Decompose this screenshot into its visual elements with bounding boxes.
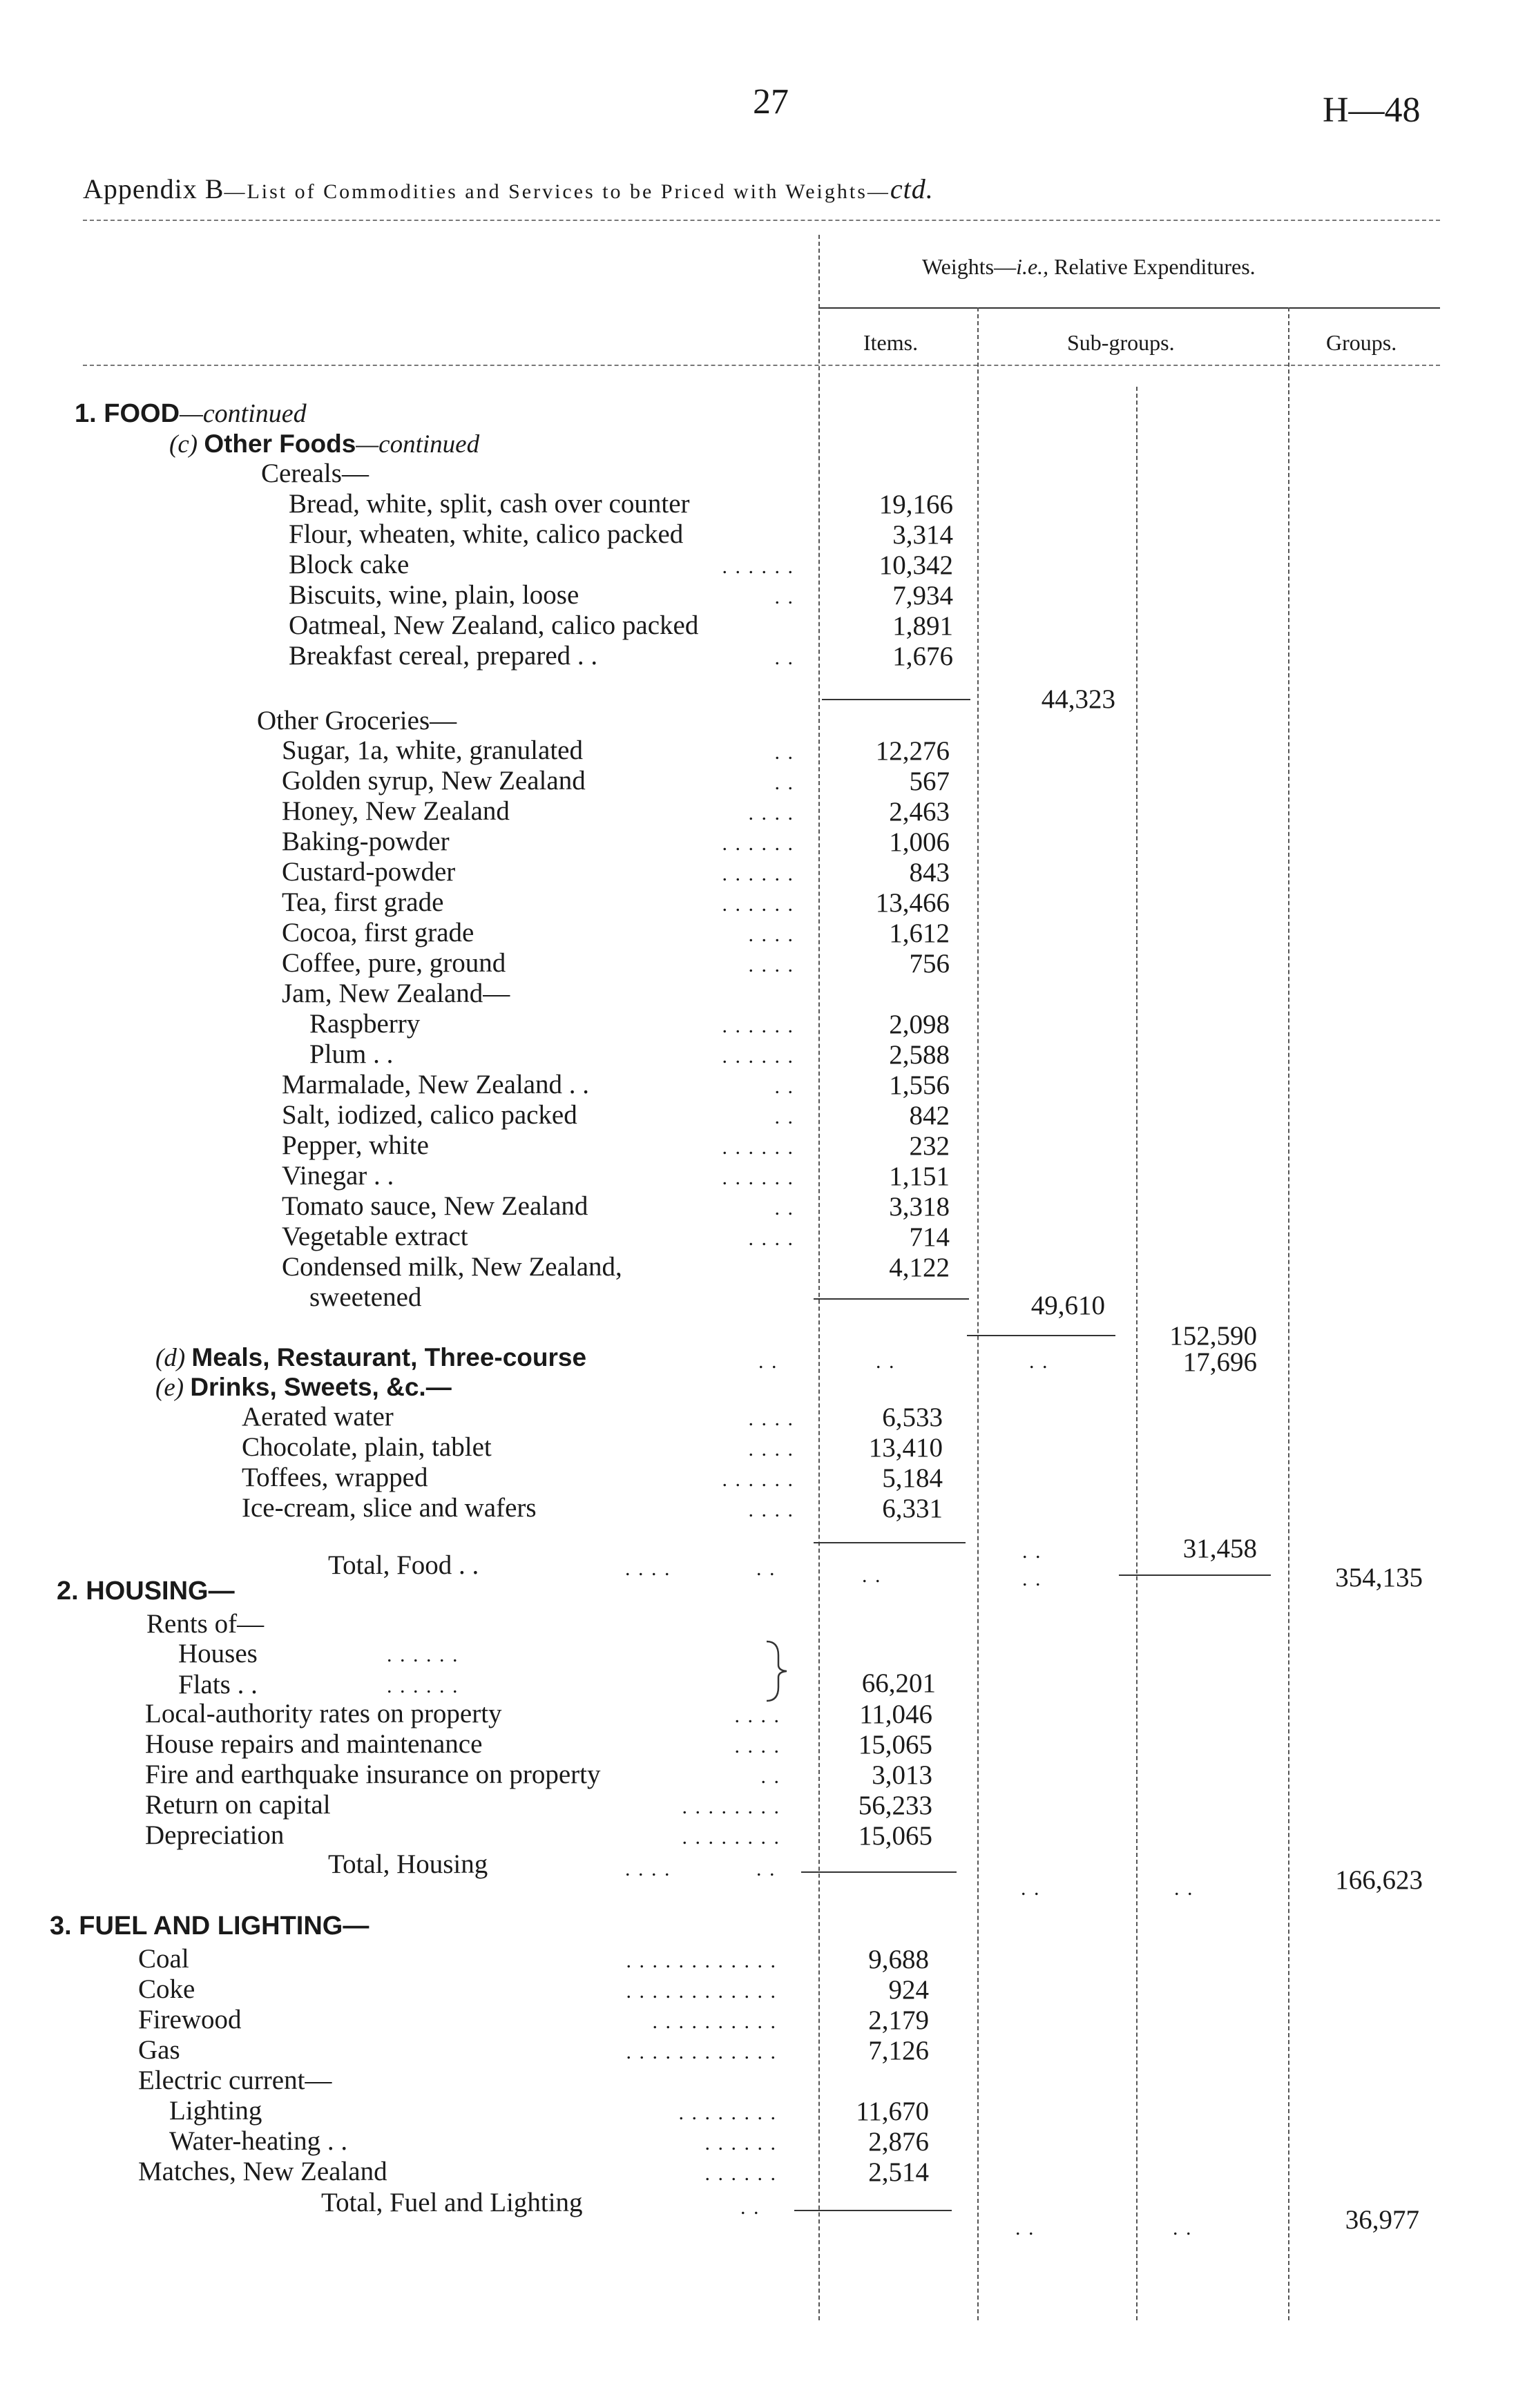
appendix-title-a: Appendix B [83, 173, 224, 204]
groceries-subgroup-value: 49,610 [1030, 1291, 1105, 1320]
other-foods-prefix: (c) [169, 430, 204, 459]
housing-total-rule [801, 1871, 957, 1873]
fuel-total-rule [794, 2210, 952, 2211]
leader-dots: . . . . . . . . . . . . [626, 2041, 777, 2063]
item-value: 11,670 [856, 2097, 929, 2126]
other-foods-group-value: 152,590 [1169, 1321, 1257, 1351]
leader-dots: . . . . [734, 1735, 780, 1757]
item-label: sweetened [309, 1282, 422, 1312]
item-label: House repairs and maintenance [145, 1729, 483, 1759]
item-label: Oatmeal, New Zealand, calico packed [289, 610, 699, 640]
item-value: 2,463 [889, 797, 950, 827]
leader-dots: . . . . . . [722, 1468, 794, 1491]
item-value: 1,891 [892, 611, 953, 641]
item-value: 12,276 [875, 736, 950, 766]
document-reference: H—48 [1323, 90, 1421, 130]
leader-dots: . . . . . . [722, 1166, 794, 1189]
total-food-items-placeholder: . . [862, 1564, 882, 1587]
item-label: Pepper, white [282, 1130, 429, 1160]
cereals-total-rule [822, 699, 970, 700]
item-value: 11,046 [859, 1699, 932, 1729]
item-label: Aerated water [242, 1402, 394, 1432]
rents-of-heading: Rents of— [146, 1609, 265, 1639]
total-fuel-group-placeholder: . . [1173, 2217, 1193, 2240]
drinks-heading [155, 1373, 452, 1403]
item-value: 3,318 [889, 1192, 950, 1222]
cereals-subgroup-value: 44,323 [1041, 684, 1115, 714]
item-label: Vegetable extract [282, 1222, 468, 1251]
item-value: 15,065 [858, 1821, 932, 1851]
houses-label: Houses [178, 1639, 258, 1668]
item-label: Ice-cream, slice and wafers [242, 1493, 537, 1523]
header-rule [83, 365, 1440, 366]
other-foods-total-rule [967, 1335, 1115, 1336]
leader-dots: . . [760, 1765, 780, 1788]
item-value: 567 [909, 767, 950, 796]
item-label: Bread, white, split, cash over counter [289, 489, 690, 519]
total-food-dots-b: . . [756, 1557, 776, 1580]
leader-dots: . . . . [748, 802, 794, 825]
item-value: 756 [909, 949, 950, 979]
subgroups-column-header: Sub-groups. [1067, 330, 1175, 355]
leader-dots: . . . . . . [704, 2162, 777, 2185]
leader-dots: . . . . . . [722, 893, 794, 916]
item-value: 10,342 [879, 550, 953, 580]
item-label: Toffees, wrapped [242, 1463, 428, 1492]
item-label: Vinegar . . [282, 1161, 394, 1191]
item-label: Cocoa, first grade [282, 918, 474, 947]
item-value: 13,410 [868, 1433, 943, 1463]
item-label: Salt, iodized, calico packed [282, 1100, 577, 1130]
leader-dots: . . . . . . . . [678, 2101, 777, 2124]
item-value: 4,122 [889, 1253, 950, 1282]
item-label: Flour, wheaten, white, calico packed [289, 519, 684, 549]
leader-dots: . . . . [748, 1438, 794, 1461]
item-label: Block cake [289, 550, 410, 579]
drinks-label: Drinks, Sweets, &c.— [190, 1373, 452, 1401]
total-food-dots: . . . . [625, 1557, 671, 1580]
item-label: Local-authority rates on property [145, 1699, 502, 1728]
item-value: 2,514 [868, 2157, 929, 2187]
item-value: 2,876 [868, 2127, 929, 2157]
item-value: 1,151 [889, 1162, 950, 1191]
leader-dots: . . . . [748, 923, 794, 946]
total-housing-dots: . . . . [625, 1858, 671, 1880]
meals-heading [155, 1343, 586, 1373]
meals-value: 17,696 [1182, 1347, 1257, 1377]
leader-dots: . . . . [734, 1704, 780, 1727]
leader-dots: . . . . [748, 954, 794, 976]
item-label: Depreciation [145, 1820, 285, 1850]
total-housing-group-placeholder: . . [1174, 1877, 1194, 1900]
total-fuel-label: Total, Fuel and Lighting [321, 2188, 583, 2217]
leader-dots: . . [774, 586, 794, 608]
item-value: 3,013 [872, 1760, 932, 1790]
item-value: 13,466 [875, 888, 950, 918]
total-fuel-group-value: 36,977 [1345, 2205, 1419, 2235]
groups-column-header: Groups. [1326, 330, 1397, 355]
other-groceries-heading: Other Groceries— [257, 706, 457, 735]
item-value: 19,166 [879, 490, 953, 519]
item-value: 7,934 [892, 581, 953, 610]
food-heading-label: 1. FOOD [75, 399, 180, 428]
flats-dots: . . . . . . [387, 1675, 459, 1697]
item-value: 56,233 [858, 1791, 932, 1820]
item-value: 2,179 [868, 2005, 929, 2035]
item-value: 843 [909, 858, 950, 887]
total-housing-label: Total, Housing [328, 1849, 488, 1879]
appendix-title [83, 173, 934, 205]
item-label: Jam, New Zealand— [282, 979, 510, 1008]
drinks-total-rule [814, 1542, 966, 1543]
leader-dots: . . . . [748, 1407, 794, 1430]
item-label: Custard-powder [282, 857, 456, 887]
leader-dots: . . [774, 1197, 794, 1220]
item-value: 2,098 [889, 1010, 950, 1039]
item-label: Plum . . [309, 1039, 394, 1069]
item-value: 232 [909, 1131, 950, 1161]
total-housing-group-value: 166,623 [1335, 1865, 1423, 1895]
total-food-subgroup-placeholder: . . [1022, 1540, 1042, 1563]
item-label: Breakfast cereal, prepared . . [289, 641, 598, 671]
appendix-title-b: —List of Commodities and Services to be Priced with Weights— [224, 180, 890, 203]
meals-subgroup-placeholder: . . [1029, 1350, 1049, 1373]
leader-dots: . . . . . . . . [682, 1826, 780, 1849]
leader-dots: . . . . . . [722, 555, 794, 578]
item-value: 5,184 [882, 1463, 943, 1493]
item-label: Tomato sauce, New Zealand [282, 1191, 588, 1221]
leader-dots: . . [774, 646, 794, 669]
leader-dots: . . [774, 1075, 794, 1098]
weights-header-a: Weights— [922, 254, 1017, 279]
title-rule [83, 220, 1440, 221]
item-value: 3,314 [892, 520, 953, 550]
item-value: 924 [888, 1975, 929, 2005]
total-food-group-value: 354,135 [1335, 1563, 1423, 1592]
leader-dots: . . [774, 1106, 794, 1128]
cereals-heading: Cereals— [261, 459, 369, 488]
item-label: Electric current— [138, 2065, 332, 2095]
leader-dots: . . . . . . [722, 1045, 794, 1068]
item-label: Gas [138, 2035, 180, 2065]
item-label: Water-heating . . [169, 2126, 348, 2156]
weights-rule [818, 307, 1440, 309]
leader-dots: . . . . . . [704, 2132, 777, 2155]
item-value: 1,612 [889, 918, 950, 948]
item-value: 2,588 [889, 1040, 950, 1070]
item-label: Honey, New Zealand [282, 796, 510, 826]
weights-header-ie: i.e., [1016, 254, 1049, 279]
other-foods-label: Other Foods [204, 430, 356, 458]
fuel-heading: 3. FUEL AND LIGHTING— [50, 1911, 370, 1940]
item-label: Biscuits, wine, plain, loose [289, 580, 579, 610]
leader-dots: . . . . . . . . . . [652, 2010, 777, 2033]
appendix-title-ctd: ctd. [890, 173, 934, 204]
item-label: Firewood [138, 2005, 242, 2034]
item-label: Marmalade, New Zealand . . [282, 1070, 590, 1099]
item-label: Tea, first grade [282, 887, 444, 917]
page-number: 27 [753, 82, 789, 122]
item-value: 1,006 [889, 827, 950, 857]
leader-dots: . . . . . . . . . . . . [626, 1980, 777, 2003]
leader-dots: . . . . [748, 1499, 794, 1521]
flats-label: Flats . . [178, 1670, 258, 1699]
item-value: 7,126 [868, 2036, 929, 2065]
leader-dots: . . [774, 741, 794, 764]
leader-dots: . . . . . . . . . . . . [626, 1949, 777, 1972]
total-fuel-subgroup-placeholder: . . [1015, 2217, 1035, 2240]
drinks-value: 31,458 [1182, 1534, 1257, 1563]
leader-dots: . . . . [748, 1227, 794, 1250]
total-food-label: Total, Food . . [328, 1550, 479, 1580]
total-housing-subgroup-placeholder: . . [1021, 1877, 1041, 1900]
leader-dots: . . . . . . . . [682, 1795, 780, 1818]
food-continued: —continued [180, 399, 307, 428]
item-value: 15,065 [858, 1730, 932, 1760]
item-value: 842 [909, 1101, 950, 1130]
item-value: 6,331 [882, 1494, 943, 1523]
item-label: Coke [138, 1974, 195, 2004]
total-food-subgroup-placeholder-b: . . [1022, 1568, 1042, 1590]
item-value: 1,556 [889, 1070, 950, 1100]
leader-dots: . . . . . . [722, 1014, 794, 1037]
item-label: Chocolate, plain, tablet [242, 1432, 492, 1462]
item-label: Coal [138, 1944, 189, 1974]
leader-dots: . . [774, 771, 794, 794]
item-value: 6,533 [882, 1403, 943, 1432]
item-value: 9,688 [868, 1945, 929, 1974]
items-column-header: Items. [863, 330, 919, 355]
groups-column-separator [1288, 307, 1289, 2320]
food-heading [75, 398, 307, 429]
item-label: Baking-powder [282, 827, 450, 856]
item-label: Raspberry [309, 1009, 421, 1039]
meals-prefix: (d) [155, 1344, 192, 1372]
weights-header [922, 254, 1256, 280]
item-label: Coffee, pure, ground [282, 948, 506, 978]
rents-value: 66,201 [861, 1668, 936, 1698]
weights-header-b: Relative Expenditures. [1048, 254, 1256, 279]
leader-dots: . . . . . . [722, 832, 794, 855]
item-label: Lighting [169, 2096, 262, 2126]
other-foods-heading [169, 430, 479, 459]
total-housing-dots-b: . . [756, 1858, 776, 1880]
meals-label: Meals, Restaurant, Three-course [191, 1343, 587, 1371]
total-fuel-dots: . . [740, 2196, 760, 2219]
item-value: 714 [909, 1222, 950, 1252]
leader-dots: . . . . . . [722, 863, 794, 885]
item-label: Fire and earthquake insurance on property [145, 1760, 601, 1789]
item-label: Matches, New Zealand [138, 2157, 387, 2186]
meals-items-placeholder: . . [876, 1350, 896, 1373]
leader-dots: . . . . . . [722, 1136, 794, 1159]
total-food-rule [1119, 1574, 1271, 1576]
item-label: Sugar, 1a, white, granulated [282, 735, 583, 765]
other-foods-continued: —continued [356, 430, 480, 459]
drinks-prefix: (e) [155, 1374, 191, 1402]
item-label: Condensed milk, New Zealand, [282, 1252, 622, 1282]
groceries-total-rule [814, 1298, 969, 1300]
item-value: 1,676 [892, 642, 953, 671]
housing-heading: 2. HOUSING— [57, 1577, 235, 1606]
item-label: Return on capital [145, 1790, 331, 1820]
item-label: Golden syrup, New Zealand [282, 766, 586, 796]
meals-dots: . . [758, 1350, 778, 1373]
houses-dots: . . . . . . [387, 1644, 459, 1666]
